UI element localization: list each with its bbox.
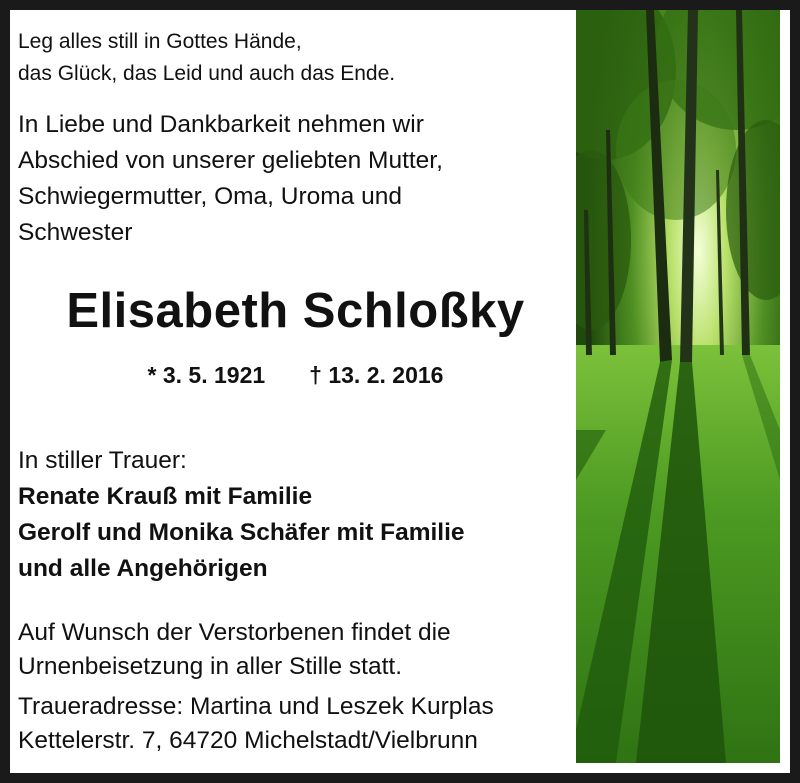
intro-line: Schwester [18,219,133,246]
burial-notice [18,616,451,684]
address-line: Traueradresse: Martina und Leszek Kurplas [18,693,494,720]
mourners-heading: In stiller Trauer: [18,447,187,474]
intro-line: Abschied von unserer geliebten Mutter, [18,147,443,174]
park-trees-image [576,10,780,763]
mourner-line: Gerolf und Monika Schäfer mit Familie [18,519,465,546]
notice-line: Urnenbeisetzung in aller Stille statt. [18,653,403,680]
verse-line: das Glück, das Leid und auch das Ende. [18,62,396,85]
verse [18,26,395,90]
obituary-text [18,0,573,763]
intro-line: Schwiegermutter, Oma, Uroma und [18,183,402,210]
intro-text [18,107,443,251]
death-date: † 13. 2. 2016 [309,362,444,388]
intro-line: In Liebe und Dankbarkeit nehmen wir [18,111,424,138]
mourner-line: und alle Angehörigen [18,555,268,582]
mourners [18,443,465,587]
life-dates [18,362,573,389]
mourner-line: Renate Krauß mit Familie [18,483,313,510]
birth-date: * 3. 5. 1921 [147,362,266,388]
notice-line: Auf Wunsch der Verstorbenen findet die [18,619,451,646]
deceased-name: Elisabeth Schloßky [66,284,525,338]
verse-line: Leg alles still in Gottes Hände, [18,30,302,53]
mourning-address [18,690,494,758]
address-line: Kettelerstr. 7, 64720 Michelstadt/Vielbrunn [18,727,478,754]
